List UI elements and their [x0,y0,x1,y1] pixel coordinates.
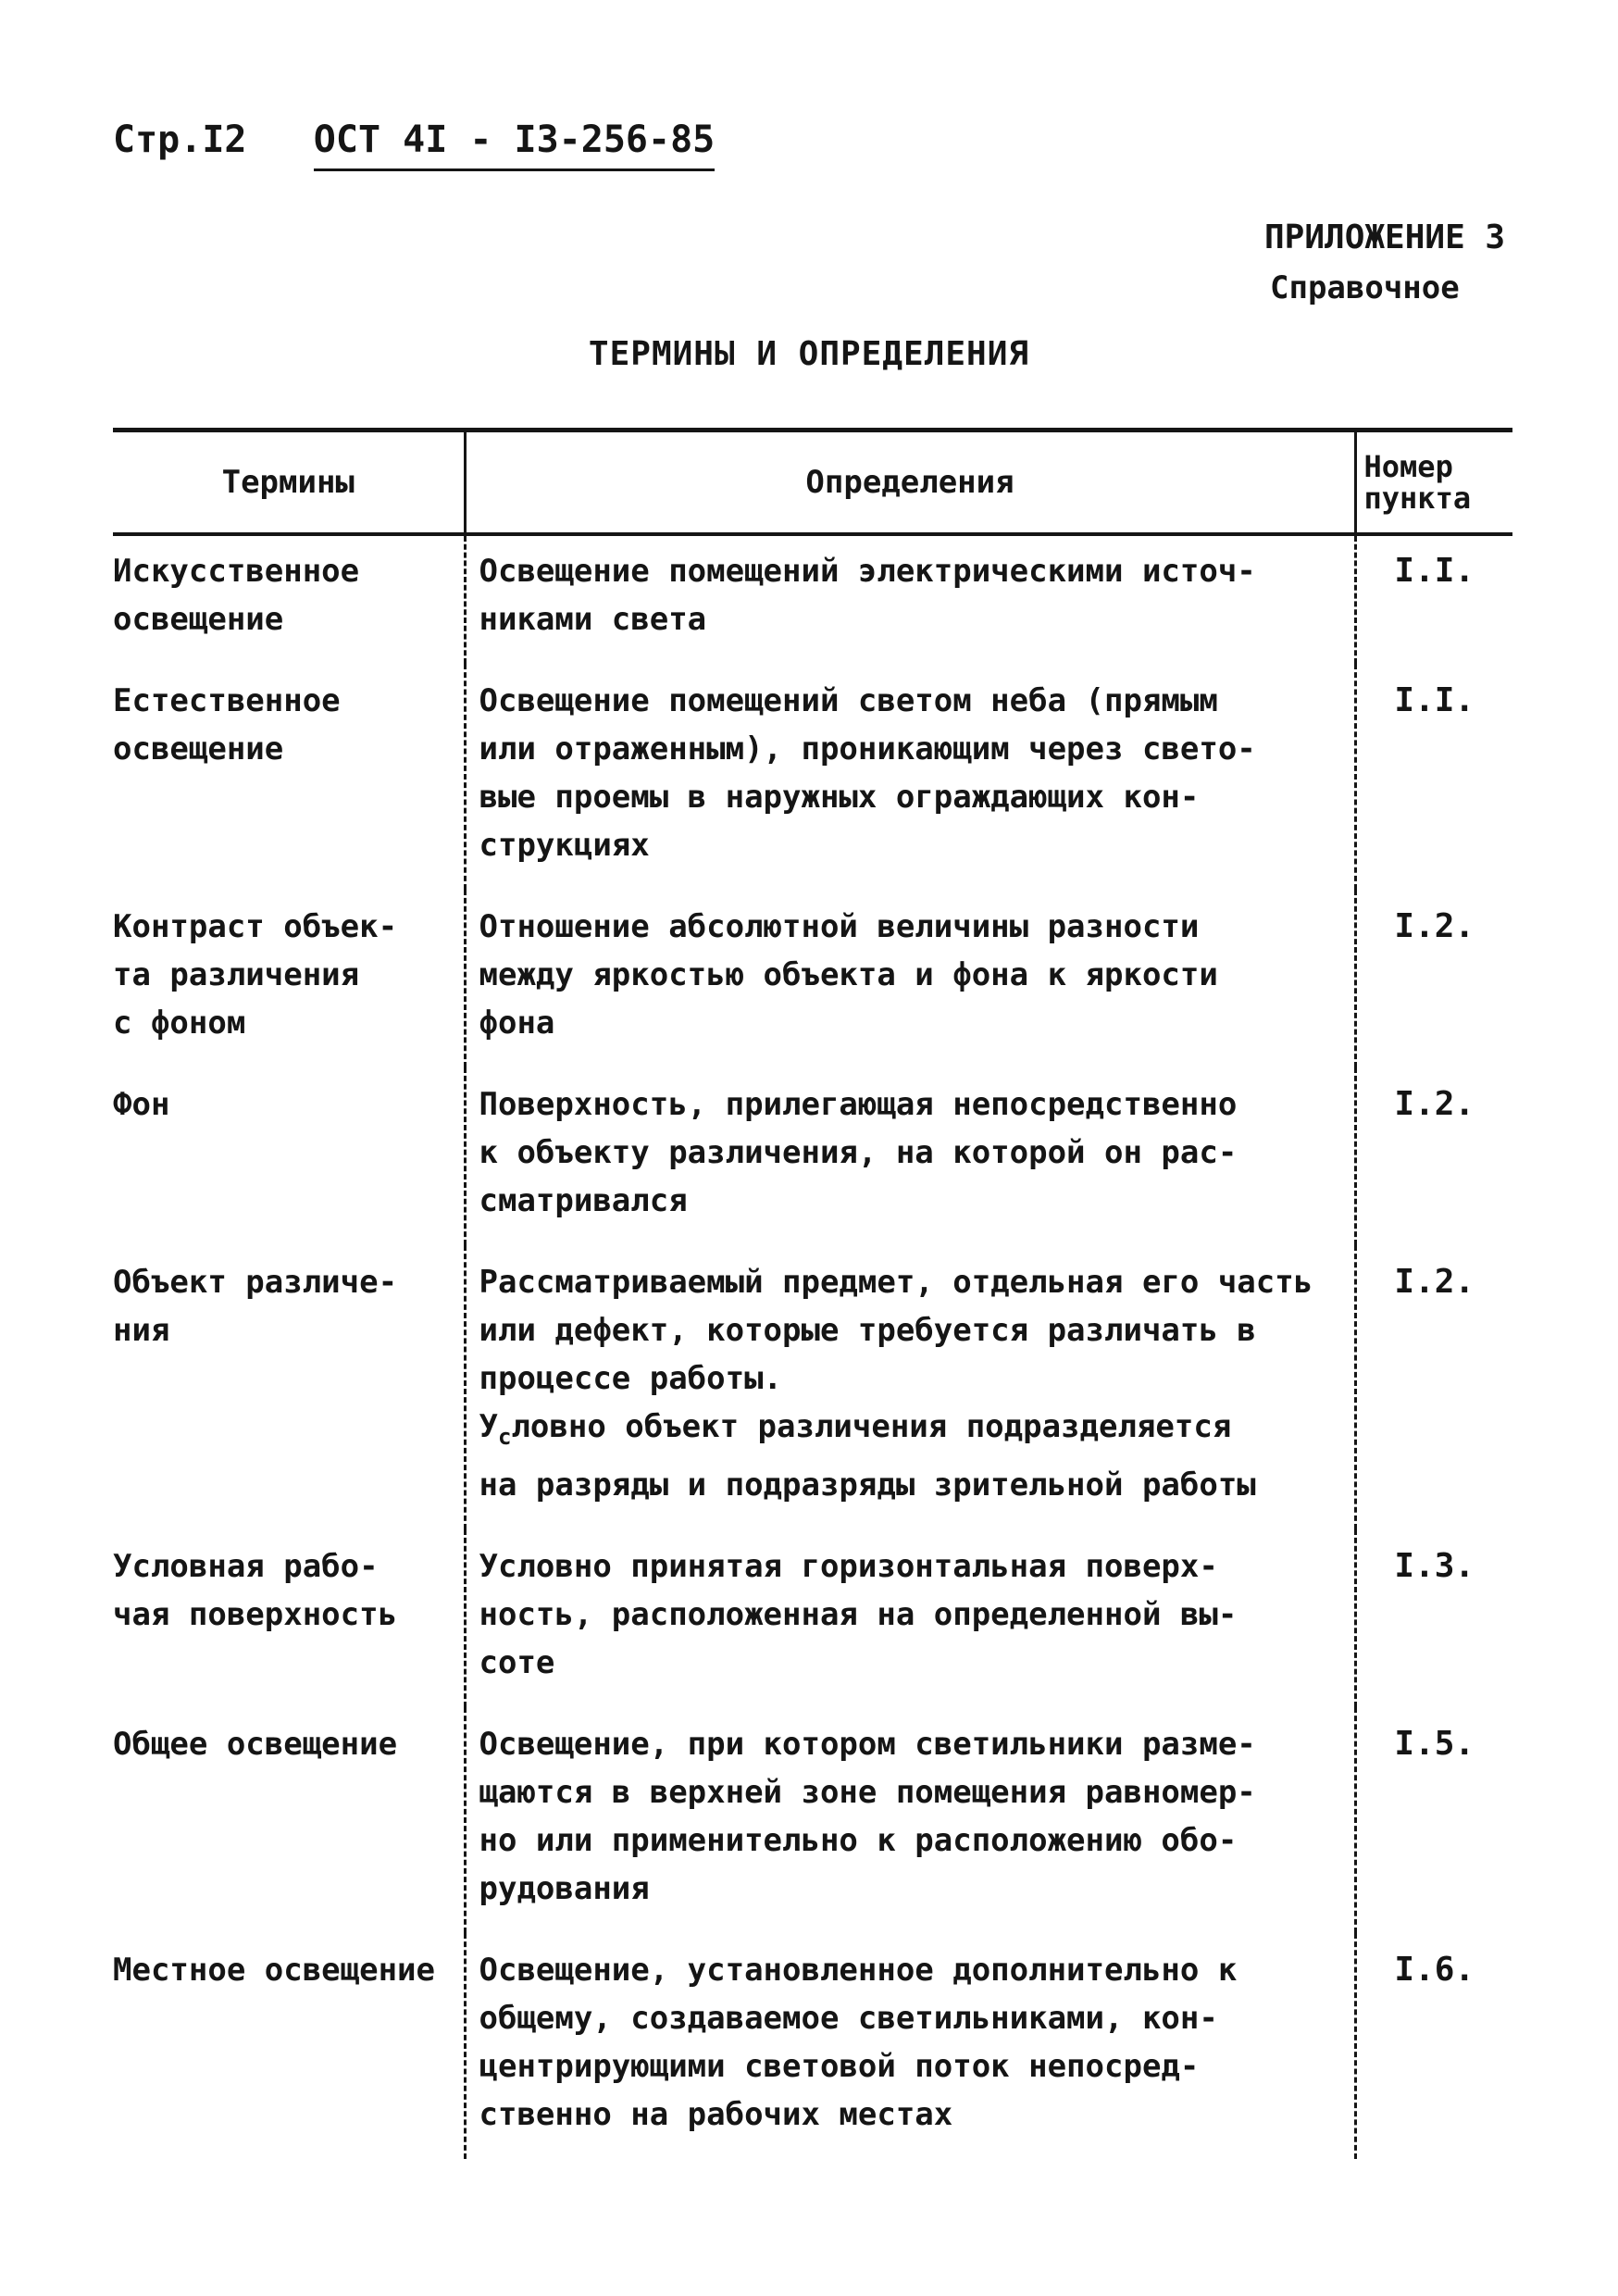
terms-table [113,428,1512,2159]
definition-line: или дефект, которые требуется различать в [479,1312,1256,1349]
term-line: Искусственное [113,553,360,590]
definition-line: Освещение помещений светом неба (прямым [479,682,1218,719]
definition-line: сматривался [479,1182,688,1219]
definition-line: общему, создаваемое светильниками, кон- [479,1999,1218,2037]
table-row [113,890,1512,1067]
term-cell [113,1933,465,2159]
definition-cell [465,534,1355,664]
definition-rest: ловно объект различения подразделяется [511,1408,1232,1445]
clause-number: I.I. [1394,681,1475,719]
table-row [113,1933,1512,2159]
term-line: освещение [113,730,284,767]
table-body [113,534,1512,2159]
page-header [113,119,715,171]
definition-line: Освещение, при котором светильники разме- [479,1725,1256,1763]
definition-line: но или применительно к расположению обо- [479,1821,1238,1859]
term-line: Фон [113,1086,170,1123]
term-cell [113,534,465,664]
column-header-number [1355,430,1512,535]
term-line: чая поверхность [113,1595,398,1633]
column-header-number-line1: Номер [1363,449,1453,484]
term-line: ния [113,1312,170,1349]
definition-line: Условно принятая горизонтальная поверх- [479,1547,1218,1585]
appendix-block [1264,218,1514,306]
definition-line: струкциях [479,827,650,864]
definition-line: Поверхность, прилегающая непосредственно [479,1086,1238,1123]
definition-line: Освещение, установленное дополнительно к [479,1951,1238,1989]
definition-line: или отраженным), проникающим через свето- [479,730,1256,767]
table-row [113,1707,1512,1933]
term-line: с фоном [113,1004,246,1042]
appendix-label: ПРИЛОЖЕНИЕ 3 [1264,218,1506,256]
term-line: Контраст объек- [113,908,398,945]
table-row [113,664,1512,890]
definition-cell [465,1707,1355,1933]
clause-number: I.6. [1394,1950,1475,1989]
definition-cell [465,1245,1355,1529]
term-line: Местное освещение [113,1951,435,1989]
table-row [113,1245,1512,1529]
column-header-terms: Термины [113,430,465,535]
term-cell [113,664,465,890]
definition-line: Отношение абсолютной величины разности [479,908,1200,945]
section-title: ТЕРМИНЫ И ОПРЕДЕЛЕНИЯ [588,335,1030,373]
definition-line: к объекту различения, на которой он рас- [479,1134,1238,1171]
appendix-type: Справочное [1270,269,1460,306]
term-cell [113,1529,465,1707]
table-row [113,1529,1512,1707]
definition-line: центрирующими световой поток непосред- [479,2047,1200,2085]
clause-number: I.2. [1394,1263,1475,1301]
definition-line: рудования [479,1869,650,1907]
term-line: освещение [113,601,284,638]
term-cell [113,890,465,1067]
clause-number: I.5. [1394,1724,1475,1763]
definition-line: никами света [479,601,707,638]
definition-cell [465,1933,1355,2159]
definition-line: ность, расположенная на определенной вы- [479,1595,1238,1633]
table-header-row [113,430,1512,535]
definition-prefix: У [479,1408,498,1445]
definition-line: щаются в верхней зоне помещения равномер- [479,1773,1256,1811]
document-code: ОСТ 4I - I3-256-85 [314,119,715,171]
definition-line: Рассматриваемый предмет, отдельная его часть [479,1264,1313,1301]
term-cell [113,1707,465,1933]
column-header-number-line2: пункта [1363,480,1472,516]
definition-line: соте [479,1643,555,1681]
definition-subscript: с [497,1423,512,1450]
term-cell [113,1245,465,1529]
definition-line: Освещение помещений электрическими источ- [479,553,1256,590]
term-line: Естественное [113,682,341,719]
table-row [113,534,1512,664]
clause-number: I.I. [1394,552,1475,590]
definition-line: процессе работы. [479,1360,783,1397]
term-line: Объект различе- [113,1264,398,1301]
definition-cell [465,1067,1355,1245]
clause-number: I.2. [1394,907,1475,945]
clause-number: I.3. [1394,1546,1475,1585]
definition-line: на разряды и подразряды зрительной работы [479,1466,1256,1504]
definition-line: ственно на рабочих местах [479,2095,953,2133]
definition-line: вые проемы в наружных ограждающих кон- [479,779,1200,816]
definition-cell [465,890,1355,1067]
term-line: Общее освещение [113,1725,398,1763]
definition-cell [465,664,1355,890]
term-line: Условная рабо- [113,1547,379,1585]
term-line: та различения [113,956,360,993]
table-row [113,1067,1512,1245]
definition-cell [465,1529,1355,1707]
definition-line: между яркостью объекта и фона к яркости [479,956,1218,993]
definition-line: фона [479,1004,555,1042]
definition-line [479,1403,1343,1461]
column-header-definitions: Определения [465,430,1355,535]
clause-number: I.2. [1394,1085,1475,1123]
page-label: Стр.I2 [113,119,247,161]
term-cell [113,1067,465,1245]
